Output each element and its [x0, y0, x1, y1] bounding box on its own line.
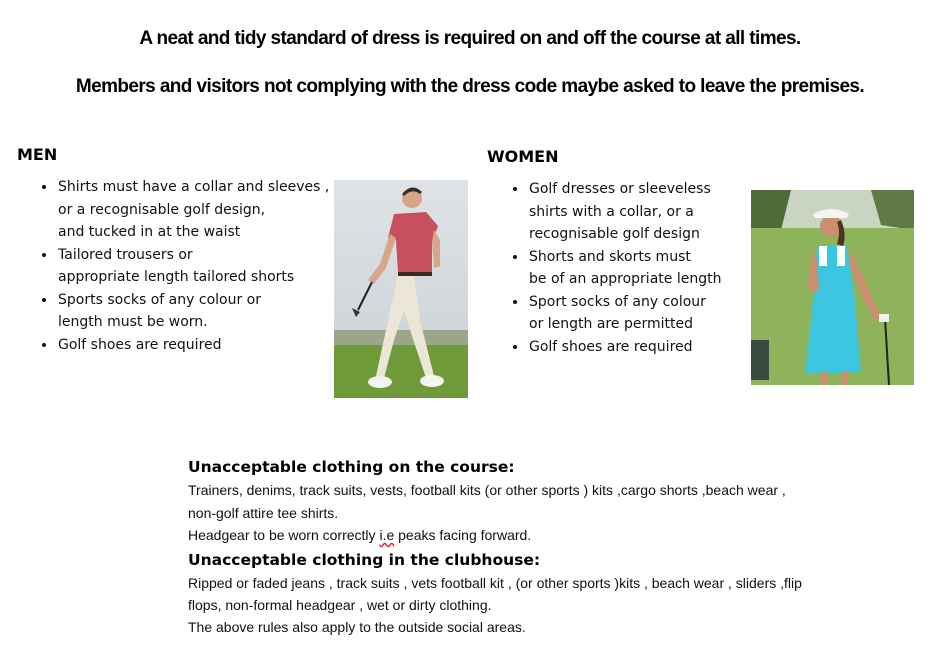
women-rule-shorts: [528, 246, 758, 291]
course-rule-line: non-golf attire tee shirts.: [188, 505, 339, 521]
spellcheck-flagged-word: i.e: [379, 527, 395, 543]
course-rules-heading: Unacceptable clothing on the course:: [188, 458, 515, 476]
rule-line: • Golf shoes are required: [58, 336, 222, 353]
rule-line: • Sport socks of any colour: [529, 293, 706, 310]
rule-line: • Golf dresses or sleeveless: [529, 181, 711, 197]
rule-line: appropriate length tailored shorts: [58, 269, 295, 285]
women-rules-list: [508, 178, 758, 358]
female-golfer-photo: [751, 190, 914, 385]
clubhouse-rules-heading: Unacceptable clothing in the clubhouse:: [188, 551, 541, 569]
rule-line: • Tailored trousers or: [58, 246, 193, 263]
rule-line: • Sports socks of any colour or: [58, 291, 261, 308]
clubhouse-rule-line: flops, non-formal headgear , wet or dirty clothing.: [188, 597, 492, 613]
men-rule-shirts: [57, 176, 347, 244]
course-headgear-rule: [188, 527, 531, 543]
women-rule-dresses: [528, 178, 758, 246]
clubhouse-rule-line: The above rules also apply to the outside social areas.: [188, 619, 526, 635]
rule-line: • Shirts must have a collar and sleeves ,: [58, 179, 330, 195]
men-rule-trousers: [57, 244, 347, 289]
rule-line: and tucked in at the waist: [58, 224, 241, 240]
rule-line: length must be worn.: [58, 314, 208, 330]
rule-line: • Shorts and skorts must: [529, 248, 691, 265]
women-rule-shoes: [528, 336, 758, 359]
men-rule-socks: [57, 289, 347, 334]
women-section-title: WOMEN: [487, 147, 559, 166]
clubhouse-rule-line: Ripped or faded jeans , track suits , vets football kit , (or other sports )kits , beach wear , sliders ,flip: [188, 575, 802, 591]
rule-line: or a recognisable golf design,: [58, 201, 266, 218]
headgear-text: Headgear to be worn correctly: [188, 527, 380, 543]
rule-line: shirts with a collar, or a: [529, 203, 694, 220]
men-rule-shoes: [57, 334, 347, 357]
headgear-text: peaks facing forward.: [394, 527, 532, 543]
men-rules-list: [37, 176, 347, 356]
compliance-warning: Members and visitors not complying with the dress code maybe asked to leave the premises.: [75, 76, 865, 97]
rule-line: • Golf shoes are required: [529, 338, 693, 355]
rule-line: or length are permitted: [529, 316, 693, 332]
men-section-title: MEN: [17, 145, 58, 164]
dress-code-headline: A neat and tidy standard of dress is required on and off the course at all times.: [139, 28, 801, 49]
women-rule-socks: [528, 291, 758, 336]
rule-line: recognisable golf design: [529, 226, 700, 242]
rule-line: be of an appropriate length: [529, 271, 722, 287]
course-rule-line: Trainers, denims, track suits, vests, football kits (or other sports ) kits ,cargo shorts ,beach wear ,: [188, 482, 786, 498]
male-golfer-photo: [334, 180, 468, 398]
